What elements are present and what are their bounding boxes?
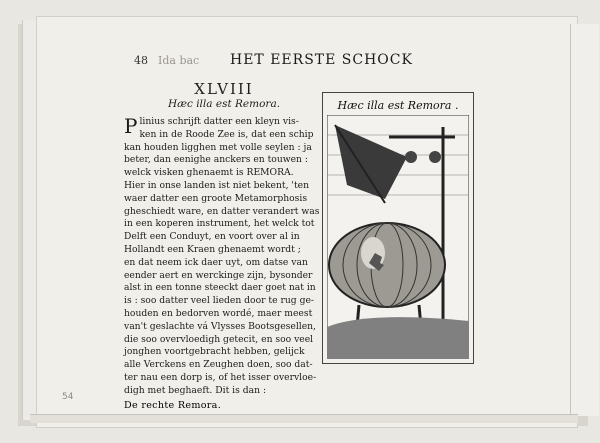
body-line: beter, dan eenighe anckers en touwen : <box>124 154 308 166</box>
body-line: Delft een Conduyt, en voort over al in <box>124 231 300 243</box>
page-header <box>134 52 434 74</box>
body-line: in een koperen instrument, het welck tot <box>124 218 315 230</box>
body-line: Hier in onse landen ist niet bekent, 'ten <box>124 179 310 191</box>
body-line: en dat neem ick daer uyt, om datse van <box>124 256 308 268</box>
emblem-number: XLVIII <box>194 80 254 98</box>
bottom-page-edge <box>30 414 578 423</box>
body-line: welck visken ghenaemt is REMORA. <box>124 167 294 179</box>
body-line: digh met beghaeft. Dit is dan : <box>124 384 267 396</box>
body-line: die soo overvloedigh getecit, en soo veel <box>124 333 314 345</box>
body-line: jonghen voortgebracht hebben, gelijck <box>124 346 305 358</box>
body-line: alst in een tonne steeckt daer goet nat in <box>124 282 316 294</box>
emblem-motto: Hæc illa est Remora. <box>167 98 281 110</box>
emblem-body <box>124 116 324 398</box>
closing-line: De rechte Remora. <box>124 399 222 411</box>
faded-bleed-text: Ida bac <box>158 54 200 67</box>
right-page-edge <box>570 24 599 416</box>
pencil-note: 54 <box>62 392 74 402</box>
plate-title: Hæc illa est Remora . <box>337 99 459 112</box>
body-line: van't geslachte vá Vlysses Bootsgesellen, <box>124 320 316 332</box>
body-line: Hollandt een Kraen ghenaemt wordt ; <box>124 243 301 255</box>
body-line: waer datter een groote Metamorphosis <box>124 192 308 204</box>
body-line: is : soo datter veel lieden door te rug ge- <box>124 295 315 307</box>
body-line: gheschiedt ware, en datter verandert was <box>124 205 320 217</box>
body-line: linius schrijft datter een kleyn vis- <box>139 116 299 127</box>
body-line: eender aert en werckinge zijn, bysonder <box>124 269 313 281</box>
body-line: ken in de Roode Zee is, dat een schip <box>139 128 314 140</box>
running-title: HET EERSTE SCHOCK <box>230 52 413 68</box>
engraving-plate <box>322 92 474 364</box>
body-line: kan houden ligghen met volle seylen : ja <box>124 141 312 153</box>
body-line: houden en bedorven wordé, maer meest <box>124 307 313 319</box>
page-number: 48 <box>134 54 148 67</box>
engraving-illustration <box>327 115 469 359</box>
body-line: alle Verckens en Zeughen doen, soo dat- <box>124 359 313 371</box>
body-line: ter nau een dorp is, of het isser overvloe- <box>124 371 317 383</box>
text-column <box>124 80 324 411</box>
drop-cap: P <box>124 114 138 138</box>
